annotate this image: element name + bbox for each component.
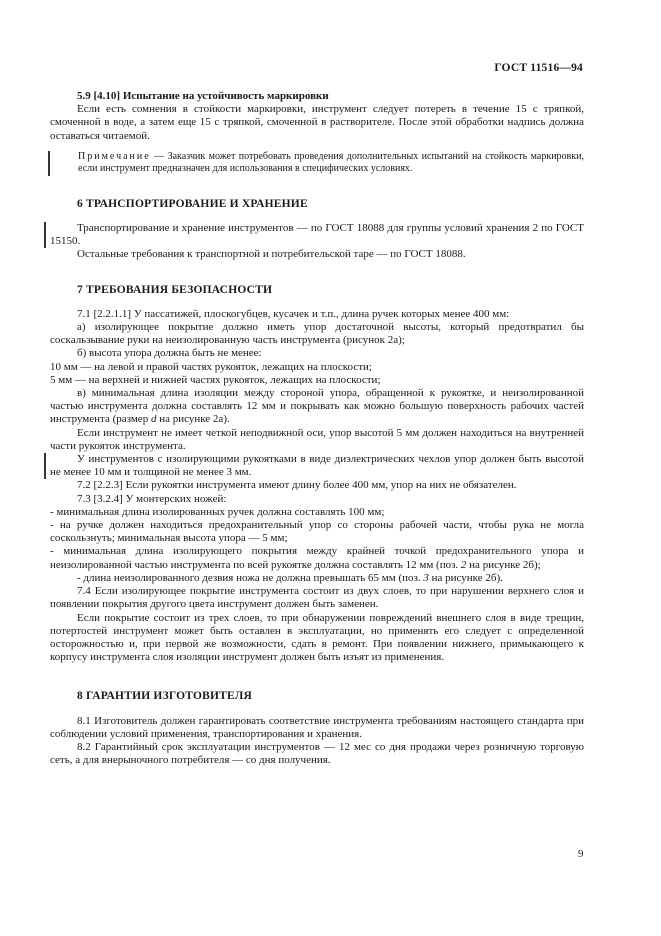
section-8-heading: 8 ГАРАНТИИ ИЗГОТОВИТЕЛЯ (77, 690, 252, 703)
note-block (50, 151, 584, 176)
section-7-p7: Если инструмент не имеет четкой неподвижной оси, упор высотой 5 мм должен находиться на внутренней части рукояток инструмента. (50, 426, 584, 452)
note-text: — Заказчик может потребовать проведения дополнительных испытаний на стойкость маркировки, если инструмент предназначен для использования в специфических условиях. (78, 150, 584, 175)
page-content (50, 90, 584, 767)
section-6-p2: Остальные требования к транспортной и потребительской таре — по ГОСТ 18088. (77, 248, 466, 261)
position-3: 3 (423, 571, 429, 584)
section-6-heading: 6 ТРАНСПОРТИРОВАНИЕ И ХРАНЕНИЕ (77, 197, 308, 210)
section-7-heading: 7 ТРЕБОВАНИЯ БЕЗОПАСНОСТИ (77, 283, 273, 296)
section-7-p10: 7.3 [3.2.4] У монтерских ножей: (77, 492, 227, 505)
section-7-p6 (50, 387, 584, 427)
variable-d: d (150, 413, 157, 426)
text-run: - минимальная длина изолирующего покрытия между крайней точкой предохранительного упора и неизолированной частью инструмента по всей рукоятке должна составлять 12 мм (поз. (50, 545, 584, 571)
section-7-p13 (50, 545, 584, 571)
section-7-p11: - минимальная длина изолированных ручек должна составлять 100 мм; (50, 505, 385, 518)
section-8-p1: 8.1 Изготовитель должен гарантировать соответствие инструмента требованиям настоящего стандарта при соблюдении условий применения, транспортирования и хранения. (50, 714, 584, 740)
section-5-9-text: Если есть сомнения в стойкости маркировки, инструмент следует потереть в течение 15 с тряпкой, смоченной в воде, а затем еще 15 с тряпкой, смоченной в растворителе. После этой обработки надпись должна оставаться читаемой. (50, 103, 584, 142)
text-run: на рисунке 2б); (466, 558, 541, 571)
section-7-p1: 7.1 [2.2.1.1] У пассатижей, плоскогубцев, кусачек и т.п., длина ручек которых менее 400 мм: (77, 307, 510, 320)
section-7-p3: б) высота упора должна быть не менее: (77, 347, 262, 360)
section-7-p9: 7.2 [2.2.3] Если рукоятки инструмента имеют длину более 400 мм, упор на них не обязателен. (77, 479, 517, 492)
section-7-p12: - на ручке должен находиться предохранительный упор со стороны рабочей части, чтобы рука не могла соскользнуть; минимальная высота упора — 5 мм; (50, 519, 584, 545)
section-7-p15: 7.4 Если изолирующее покрытие инструмента состоит из двух слоев, то при нарушении верхнего слоя и появлении покрытия другого цвета инструмент должен быть заменен. (50, 585, 584, 611)
change-bar (48, 151, 50, 176)
section-8-p2: 8.2 Гарантийный срок эксплуатации инструментов — 12 мес со дня продажи через розничную торговую сеть, а для внерыночного потребителя — со дня получения. (50, 740, 584, 767)
page-number: 9 (578, 848, 584, 860)
section-7-p16: Если покрытие состоит из трех слоев, то при обнаружении повреждений внешнего слоя в виде трещин, потертостей инструмент может быть оставлен в эксплуатации, но применять его следует с определенной осторожностью и, при первой же возможности, сдать в ремонт. При появлении нижнего, примыкающего к корпусу инструмента слоя изоляции инструмент должен быть изъят из применения. (50, 611, 584, 664)
section-5-9-title: 5.9 [4.10] Испытание на устойчивость маркировки (77, 90, 329, 102)
text-run: на рисунке 2б). (428, 571, 503, 584)
change-bar (44, 222, 46, 248)
section-6-block (50, 222, 584, 248)
section-7-p5: 5 мм — на верхней и нижней частях рукояток, лежащих на плоскости; (50, 373, 381, 386)
position-2: 2 (460, 558, 467, 571)
section-7-p8-block (50, 453, 584, 479)
text-run: в) минимальная длина изоляции между стороной упора, обращенной к рукоятке, и неизолированной частью инструмента должна составлять 12 мм и покрывать как можно большую поверхность рабочих частей инструмента (размер (50, 387, 584, 426)
section-6-p1: Транспортирование и хранение инструментов — по ГОСТ 18088 для группы условий хранения 2 по ГОСТ 15150. (50, 222, 584, 248)
change-bar (44, 453, 46, 479)
document-id: ГОСТ 11516—94 (494, 62, 583, 74)
section-7-p4: 10 мм — на левой и правой частях рукояток, лежащих на плоскости; (50, 360, 372, 373)
section-7-p2: а) изолирующее покрытие должно иметь упор достаточной высоты, который предотвратил бы соскальзывание руки на неизолированную часть инструмента (рисунок 2а); (50, 321, 584, 347)
text-run: - длина неизолированного дезвия ножа не должна превышать 65 мм (поз. (77, 571, 424, 584)
section-7-p14 (50, 572, 584, 585)
note-label: Примечание (78, 150, 151, 162)
section-7-p8: У инструментов с изолирующими рукоятками в виде диэлектрических чехлов упор должен быть высотой не менее 10 мм и толщиной не менее 3 мм. (50, 453, 584, 479)
text-run: на рисунке 2а). (156, 413, 230, 426)
